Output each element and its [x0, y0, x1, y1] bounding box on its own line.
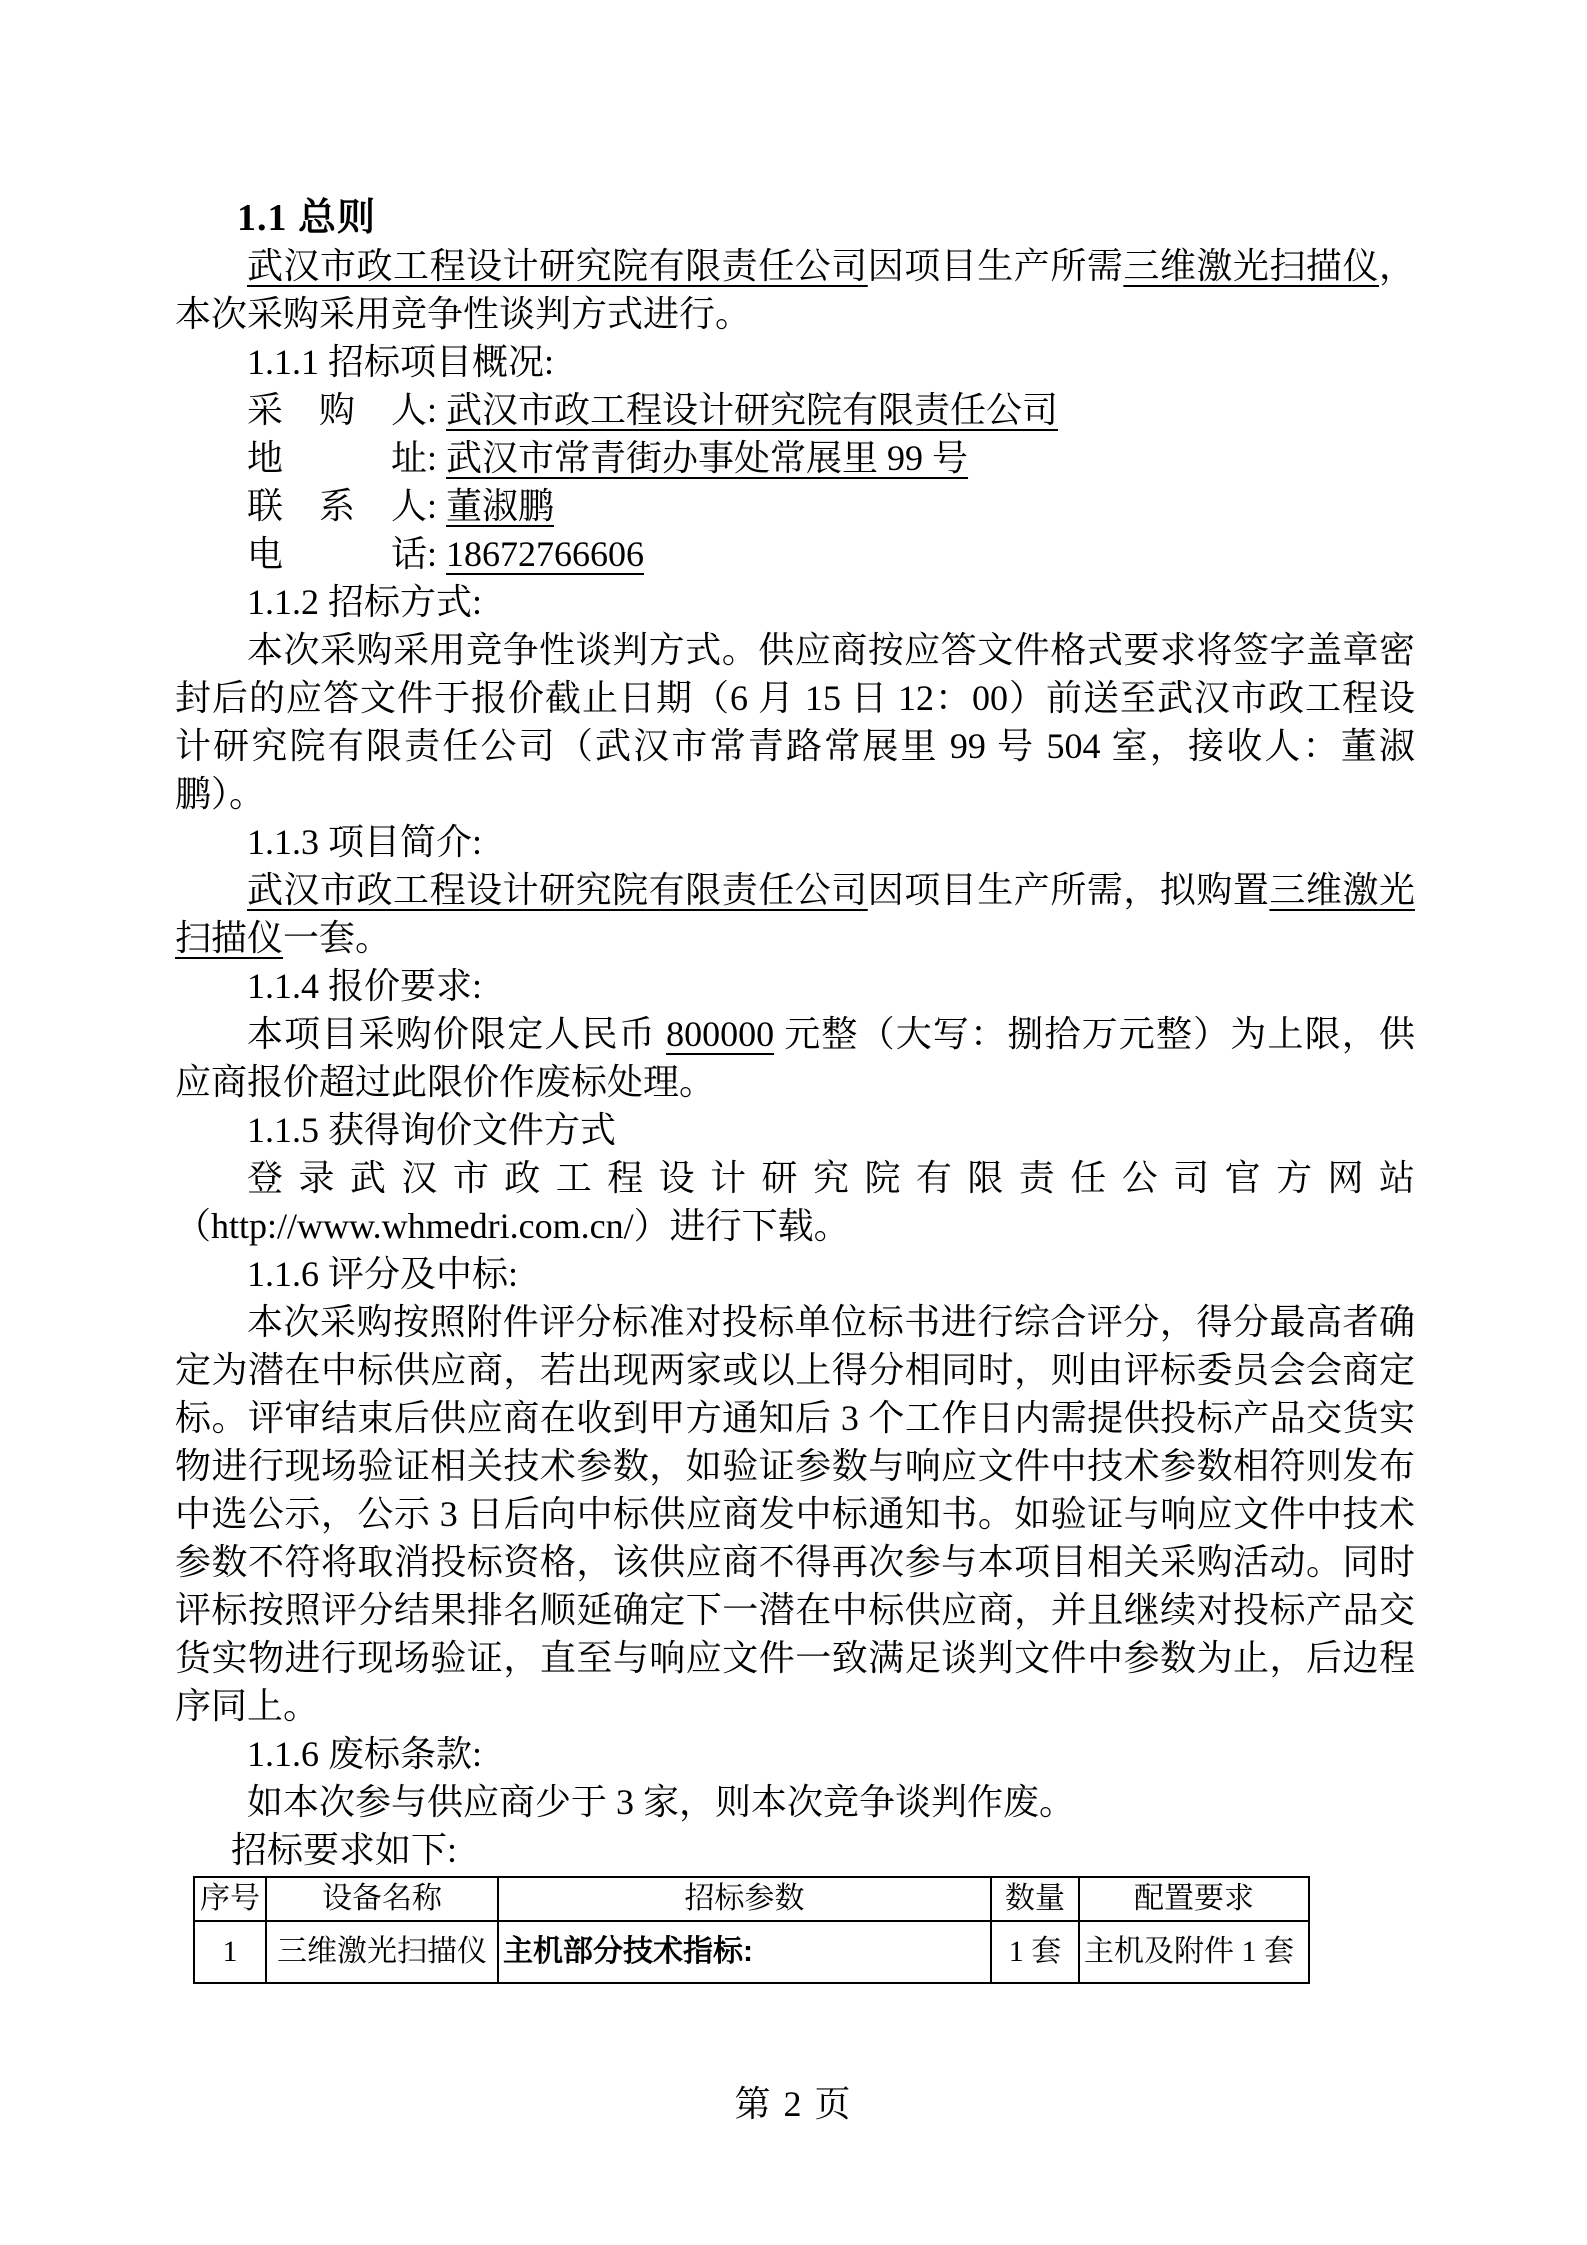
header-serial-number: 序号	[194, 1877, 266, 1921]
purchaser-value: 武汉市政工程设计研究院有限责任公司	[446, 390, 1059, 430]
underlined-text: 三维激光扫描仪	[1123, 246, 1379, 286]
contact-person-value: 董淑鹏	[446, 486, 555, 526]
address-label: 地 址:	[247, 438, 447, 478]
cell-bid-parameters: 主机部分技术指标:	[498, 1921, 991, 1983]
intro-paragraph	[175, 242, 1415, 338]
heading-1-1-2: 1.1.2 招标方式:	[247, 582, 483, 622]
heading-1-1-1: 1.1.1 招标项目概况:	[247, 342, 555, 382]
phone-label: 电 话:	[247, 534, 447, 574]
header-device-name: 设备名称	[266, 1877, 498, 1921]
cell-serial-number: 1	[194, 1921, 266, 1983]
purchaser-line	[175, 386, 1415, 434]
plain-text: 因项目生产所需，拟购置	[867, 870, 1270, 910]
page-number: 第 2 页	[734, 2084, 853, 2124]
purchaser-label: 采 购 人:	[247, 390, 447, 430]
cell-device-name: 三维激光扫描仪	[266, 1921, 498, 1983]
void-clause-paragraph: 如本次参与供应商少于 3 家，则本次竞争谈判作废。	[247, 1782, 1076, 1822]
plain-text: 因项目生产所需	[867, 246, 1124, 286]
heading-1-1-6-void: 1.1.6 废标条款:	[247, 1734, 483, 1774]
cell-configuration: 主机及附件 1 套	[1079, 1921, 1309, 1983]
inquiry-file-paragraph: 登录武汉市政工程设计研究院有限责任公司官方网站（http://www.whmedri.com.cn/）进行下载。	[175, 1158, 1415, 1246]
contact-person-line	[175, 482, 1415, 530]
price-limit-paragraph	[175, 1010, 1415, 1106]
address-line	[175, 434, 1415, 482]
phone-line	[175, 530, 1415, 578]
heading-1-1-3: 1.1.3 项目简介:	[247, 822, 483, 862]
underlined-text: 800000	[666, 1014, 775, 1054]
table-header-row	[194, 1877, 1309, 1921]
table-row	[194, 1921, 1309, 1983]
plain-text: 一套。	[283, 918, 392, 958]
scoring-award-paragraph: 本次采购按照附件评分标准对投标单位标书进行综合评分，得分最高者确定为潜在中标供应商，若出现两家或以上得分相同时，则由评标委员会会商定标。评审结束后供应商在收到甲方通知后 3 个工作日内需提供投标产品交货实物进行现场验证相关技术参数，如验证参数与响应文件中技术参数相符则发布中选公示，公示 3 日后向中标供应商发中标通知书。如验证与响应文件中技术参数不符将取消投标资格，该供应商不得再次参与本项目相关采购活动。同时评标按照评分结果排名顺延确定下一潜在中标供应商，并且继续对投标产品交货实物进行现场验证，直至与响应文件一致满足谈判文件中参数为止，后边程序同上。	[175, 1302, 1415, 1726]
contact-person-label: 联 系 人:	[247, 486, 447, 526]
header-quantity: 数量	[991, 1877, 1079, 1921]
underlined-text: 武汉市政工程设计研究院有限责任公司	[247, 246, 868, 286]
address-value: 武汉市常青街办事处常展里 99 号	[446, 438, 969, 478]
bid-requirements-table	[193, 1876, 1310, 1984]
plain-text: ，本次采购采用竞争性谈判方式进行。	[175, 246, 1415, 334]
document-page	[175, 194, 1415, 1984]
heading-1-1-6-scoring: 1.1.6 评分及中标:	[247, 1254, 519, 1294]
phone-value: 18672766606	[446, 534, 645, 574]
section-title: 1.1 总则	[237, 197, 377, 239]
underlined-text: 武汉市政工程设计研究院有限责任公司	[247, 870, 868, 910]
plain-text: 元整（大写：捌拾万元整）为上限，供应商报价超过此限价作废标处理。	[175, 1014, 1415, 1102]
cell-quantity: 1 套	[991, 1921, 1079, 1983]
project-brief-paragraph	[175, 866, 1415, 962]
underlined-text: 三维激光扫描仪	[175, 870, 1415, 958]
plain-text: 本项目采购价限定人民币	[247, 1014, 667, 1054]
requirements-intro: 招标要求如下:	[231, 1830, 458, 1870]
bidding-method-paragraph: 本次采购采用竞争性谈判方式。供应商按应答文件格式要求将签字盖章密封后的应答文件于报价截止日期（6 月 15 日 12：00）前送至武汉市政工程设计研究院有限责任公司（武汉市常青路常展里 99 号 504 室，接收人：董淑鹏）。	[175, 630, 1415, 814]
heading-1-1-5: 1.1.5 获得询价文件方式	[247, 1110, 617, 1150]
heading-1-1-4: 1.1.4 报价要求:	[247, 966, 483, 1006]
header-bid-parameters: 招标参数	[498, 1877, 991, 1921]
header-configuration: 配置要求	[1079, 1877, 1309, 1921]
